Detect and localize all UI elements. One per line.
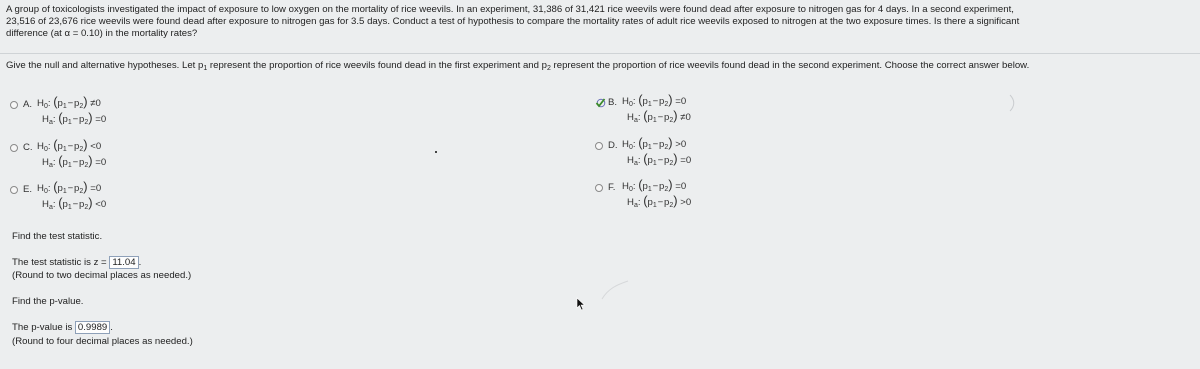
p2-sub: 2: [664, 101, 669, 108]
null-hypothesis: $H_0$: ($p_1$ − $p_2) \ne 0$: [37, 94, 101, 110]
p2-sub: 2: [79, 188, 84, 195]
p1: p: [62, 114, 68, 125]
ha-label: H: [627, 112, 634, 123]
alternative-hypothesis: $H_a$: ($p_1$ − $p_2) =0$: [42, 110, 107, 126]
option-f[interactable]: [595, 177, 692, 212]
p-value-prefix: The p-value is: [12, 322, 75, 333]
instruction-sub-1: 1: [203, 65, 208, 72]
alternative-hypothesis: $H_a$: ($p_1$ − $p_2) >0$: [627, 193, 692, 209]
p1: p: [57, 183, 63, 194]
dot-mark: [435, 151, 437, 153]
ha-label: H: [42, 114, 49, 125]
option-ha-row: [627, 108, 691, 127]
h0-label: H: [622, 96, 629, 107]
ha-relation: =0: [95, 114, 107, 125]
problem-line-3: difference (at α = 0.10) in the mortality rates?: [6, 28, 198, 39]
h0-relation: ≠0: [90, 98, 101, 109]
option-letter: D.: [608, 140, 618, 151]
option-letter: F.: [608, 182, 616, 193]
p1: p: [642, 181, 648, 192]
test-statistic-note: (Round to two decimal places as needed.): [12, 270, 192, 281]
p-value-heading: Find the p-value.: [12, 296, 84, 307]
h0-sub: 0: [43, 146, 48, 153]
h0-relation: =0: [90, 183, 102, 194]
problem-statement: [6, 4, 1186, 40]
paren-mark-icon: [1008, 94, 1018, 112]
ha-sub: a: [633, 117, 638, 124]
option-e[interactable]: [10, 179, 107, 214]
null-hypothesis: $H_0$: ($p_1$ − $p_2) <0$: [37, 137, 102, 153]
test-statistic-line: [12, 256, 141, 269]
option-ha-row: [42, 153, 107, 172]
p2: p: [79, 114, 85, 125]
ha-relation: ≠0: [680, 112, 691, 123]
option-ha-row: [627, 193, 692, 212]
option-letter: E.: [23, 184, 33, 195]
instruction-pre: Give the null and alternative hypotheses. Let p: [6, 60, 204, 71]
option-ha-row: [42, 110, 107, 129]
test-statistic-suffix: .: [138, 257, 142, 268]
p2-sub: 2: [84, 162, 89, 169]
p2: p: [74, 141, 80, 152]
p1-sub: 1: [652, 160, 657, 167]
alternative-hypothesis: $H_a$: ($p_1$ − $p_2) \ne 0$: [627, 108, 691, 124]
p2-sub: 2: [669, 117, 674, 124]
p2-sub: 2: [669, 202, 674, 209]
p1: p: [647, 112, 653, 123]
ha-relation: =0: [95, 157, 107, 168]
h0-label: H: [37, 98, 44, 109]
h0-sub: 0: [43, 103, 48, 110]
p-value-note: (Round to four decimal places as needed.): [12, 336, 193, 347]
p2-sub: 2: [79, 146, 84, 153]
p1-sub: 1: [647, 144, 652, 151]
h0-sub: 0: [628, 186, 633, 193]
radio-button[interactable]: [595, 184, 603, 192]
mouse-cursor-icon: [576, 297, 586, 311]
ha-label: H: [42, 157, 49, 168]
radio-button[interactable]: [10, 144, 18, 152]
h0-relation: =0: [675, 96, 687, 107]
p1-sub: 1: [647, 186, 652, 193]
h0-sub: 0: [628, 144, 633, 151]
p1: p: [57, 141, 63, 152]
p1-sub: 1: [62, 146, 67, 153]
option-a[interactable]: [10, 94, 107, 129]
test-statistic-answer[interactable]: 11.04: [109, 256, 138, 269]
p-value-suffix: .: [110, 322, 113, 333]
p2: p: [664, 197, 670, 208]
ha-sub: a: [633, 160, 638, 167]
p1: p: [57, 98, 63, 109]
option-letter: C.: [23, 142, 33, 153]
option-c[interactable]: [10, 137, 107, 172]
p1: p: [642, 139, 648, 150]
problem-line-2: 23,516 of 23,676 rice weevils were found dead after exposure to nitrogen gas for 3.5 days. Conduct a test of hypothesis to compare the mortality rates of adult rice weevils exposed to nitrogen at the two exposure times. Is there a significant: [6, 16, 1020, 27]
h0-sub: 0: [43, 188, 48, 195]
null-hypothesis: $H_0$: ($p_1$ − $p_2) =0$: [37, 179, 102, 195]
h0-relation: =0: [675, 181, 687, 192]
h0-label: H: [622, 139, 629, 150]
p2: p: [659, 181, 665, 192]
option-letter: A.: [23, 99, 33, 110]
p2: p: [659, 96, 665, 107]
test-statistic-prefix: The test statistic is z =: [12, 257, 110, 268]
radio-button[interactable]: [10, 101, 18, 109]
p1-sub: 1: [62, 188, 67, 195]
option-b[interactable]: [595, 92, 691, 127]
p2: p: [659, 139, 665, 150]
p1: p: [647, 155, 653, 166]
ha-relation: <0: [95, 199, 107, 210]
option-ha-row: [627, 151, 692, 170]
option-letter: B.: [608, 97, 618, 108]
null-hypothesis: $H_0$: ($p_1$ − $p_2) =0$: [622, 177, 687, 193]
radio-button[interactable]: [10, 186, 18, 194]
p2: p: [79, 157, 85, 168]
ha-sub: a: [48, 162, 53, 169]
null-hypothesis: $H_0$: ($p_1$ − $p_2) >0$: [622, 135, 687, 151]
ha-relation: =0: [680, 155, 692, 166]
ha-sub: a: [633, 202, 638, 209]
divider: [0, 53, 1200, 54]
p2: p: [79, 199, 85, 210]
p1-sub: 1: [62, 103, 67, 110]
problem-line-1: A group of toxicologists investigated the impact of exposure to low oxygen on the mortality of rice weevils. In an experiment, 31,386 of 31,421 rice weevils were found dead after exposure to nitrogen gas for 4 days. In a second experiment,: [6, 4, 1014, 15]
instruction-post: represent the proportion of rice weevils found dead in the second experiment. Choose the correct answer below.: [550, 60, 1030, 71]
h0-relation: <0: [90, 141, 102, 152]
alternative-hypothesis: $H_a$: ($p_1$ − $p_2) =0$: [42, 153, 107, 169]
p2-sub: 2: [664, 186, 669, 193]
p2-sub: 2: [669, 160, 674, 167]
p1: p: [62, 157, 68, 168]
p2: p: [74, 98, 80, 109]
p1: p: [62, 199, 68, 210]
p1-sub: 1: [652, 117, 657, 124]
option-d[interactable]: [595, 135, 692, 170]
ha-label: H: [627, 197, 634, 208]
p2: p: [74, 183, 80, 194]
p2-sub: 2: [84, 204, 89, 211]
ha-label: H: [42, 199, 49, 210]
ha-sub: a: [48, 119, 53, 126]
p1: p: [647, 197, 653, 208]
p1-sub: 1: [67, 119, 72, 126]
pen-mark-icon: [600, 279, 630, 301]
radio-button[interactable]: [595, 142, 603, 150]
selected-check-icon: [595, 98, 606, 108]
alternative-hypothesis: $H_a$: ($p_1$ − $p_2) <0$: [42, 195, 107, 211]
p1-sub: 1: [647, 101, 652, 108]
ha-relation: >0: [680, 197, 692, 208]
ha-sub: a: [48, 204, 53, 211]
null-hypothesis: $H_0$: ($p_1$ − $p_2) =0$: [622, 92, 687, 108]
ha-label: H: [627, 155, 634, 166]
h0-sub: 0: [628, 101, 633, 108]
p1-sub: 1: [67, 204, 72, 211]
p1-sub: 1: [652, 202, 657, 209]
h0-relation: >0: [675, 139, 687, 150]
instruction: [6, 60, 1029, 72]
p1-sub: 1: [67, 162, 72, 169]
p-value-answer[interactable]: 0.9989: [75, 321, 110, 334]
instruction-sub-2: 2: [546, 65, 551, 72]
p2: p: [664, 155, 670, 166]
instruction-mid: represent the proportion of rice weevils found dead in the first experiment and p: [207, 60, 547, 71]
option-ha-row: [42, 195, 107, 214]
p2-sub: 2: [84, 119, 89, 126]
alternative-hypothesis: $H_a$: ($p_1$ − $p_2) =0$: [627, 151, 692, 167]
p2-sub: 2: [79, 103, 84, 110]
test-statistic-heading: Find the test statistic.: [12, 231, 103, 242]
p2-sub: 2: [664, 144, 669, 151]
h0-label: H: [37, 141, 44, 152]
p-value-line: [12, 321, 113, 334]
p1: p: [642, 96, 648, 107]
h0-label: H: [37, 183, 44, 194]
p2: p: [664, 112, 670, 123]
h0-label: H: [622, 181, 629, 192]
